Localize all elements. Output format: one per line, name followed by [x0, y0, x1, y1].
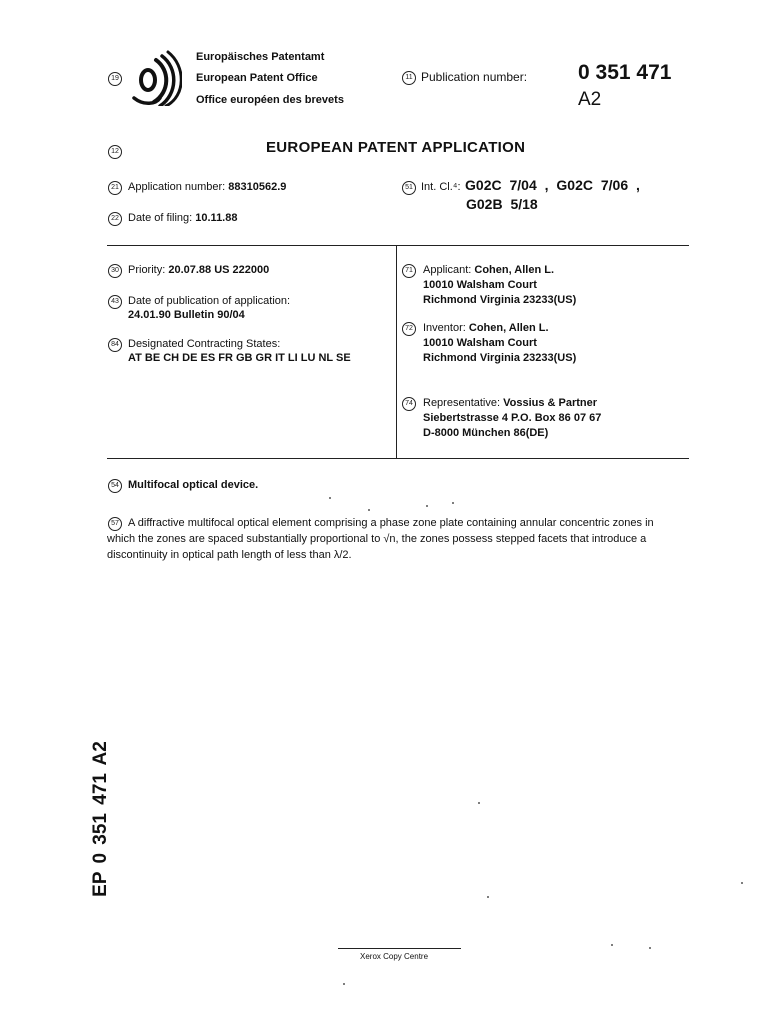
inid-code-11: 11 [402, 71, 416, 85]
publication-date-value: 24.01.90 Bulletin 90/04 [128, 309, 245, 321]
representative-name: Vossius & Partner [503, 397, 598, 409]
applicant-name: Cohen, Allen L. [474, 264, 555, 276]
publication-date-label: Date of publication of application: [128, 295, 291, 307]
filing-date-label: Date of filing: [128, 212, 193, 224]
document-type-title: EUROPEAN PATENT APPLICATION [266, 139, 526, 156]
inventor-address-2: Richmond Virginia 23233(US) [423, 352, 577, 364]
inid-code-71: 71 [402, 264, 416, 278]
invention-title: Multifocal optical device. [128, 479, 259, 491]
publication-number-label: Publication number: [421, 70, 528, 84]
representative-address-1: Siebertstrasse 4 P.O. Box 86 07 67 [423, 412, 602, 424]
applicant-address-1: 10010 Walsham Court [423, 279, 537, 291]
scan-speck [343, 983, 345, 985]
inid-code-57: 57 [108, 517, 122, 531]
abstract-line-3: discontinuity in optical path length of less than λ/2. [107, 549, 352, 561]
designated-states-value: AT BE CH DE ES FR GB GR IT LI LU NL SE [128, 352, 351, 364]
scan-speck [368, 509, 370, 511]
divider-bottom [107, 458, 689, 459]
publication-kind: A2 [578, 89, 602, 110]
inid-code-51: 51 [402, 181, 416, 195]
divider-vertical [396, 245, 397, 458]
office-name-fr: Office européen des brevets [196, 94, 344, 106]
office-name-de: Europäisches Patentamt [196, 51, 325, 63]
representative-address-2: D-8000 München 86(DE) [423, 427, 549, 439]
footer-xerox-copy-centre: Xerox Copy Centre [360, 952, 429, 961]
priority-label: Priority: [128, 264, 166, 276]
abstract-line-2: which the zones are spaced substantially proportional to √n, the zones possess stepped facets that introduce a [107, 533, 647, 545]
footer-rule [338, 948, 461, 949]
scan-speck [649, 947, 651, 949]
inid-code-22: 22 [108, 212, 122, 226]
inid-code-54: 54 [108, 479, 122, 493]
inventor-label: Inventor: [423, 322, 466, 334]
inid-code-74: 74 [402, 397, 416, 411]
designated-states-label: Designated Contracting States: [128, 338, 281, 350]
applicant-label: Applicant: [423, 264, 472, 276]
epo-logo-icon [130, 48, 182, 106]
inid-code-12: 12 [108, 145, 122, 159]
inid-code-30: 30 [108, 264, 122, 278]
abstract-line-1: A diffractive multifocal optical element comprising a phase zone plate containing annular concentric zones in [128, 517, 654, 529]
scan-speck [452, 502, 454, 504]
inventor-address-1: 10010 Walsham Court [423, 337, 537, 349]
applicant-address-2: Richmond Virginia 23233(US) [423, 294, 577, 306]
classification-line-2: G02B 5/18 [466, 196, 538, 212]
inid-code-72: 72 [402, 322, 416, 336]
filing-date: 10.11.88 [195, 212, 238, 224]
publication-number: 0 351 471 [578, 61, 672, 84]
inventor-name: Cohen, Allen L. [468, 322, 549, 334]
inid-code-21: 21 [108, 181, 122, 195]
inid-code-43: 43 [108, 295, 122, 309]
inid-code-19: 19 [108, 72, 122, 86]
divider-top [107, 245, 689, 246]
scan-speck [329, 497, 331, 499]
office-name-en: European Patent Office [196, 72, 318, 84]
scan-speck [426, 505, 428, 507]
classification-line-1: G02C 7/04 , G02C 7/06 , [465, 177, 640, 193]
classification-label: Int. Cl.⁴: [421, 181, 461, 193]
scan-speck [487, 896, 489, 898]
application-number-label: Application number: [128, 181, 226, 193]
priority-value: 20.07.88 US 222000 [168, 264, 270, 276]
inid-code-84: 84 [108, 338, 122, 352]
scan-speck [478, 802, 480, 804]
side-publication-number: EP 0 351 471 A2 [90, 741, 111, 897]
application-number: 88310562.9 [228, 181, 287, 193]
scan-speck [611, 944, 613, 946]
representative-label: Representative: [423, 397, 501, 409]
scan-speck [741, 882, 743, 884]
